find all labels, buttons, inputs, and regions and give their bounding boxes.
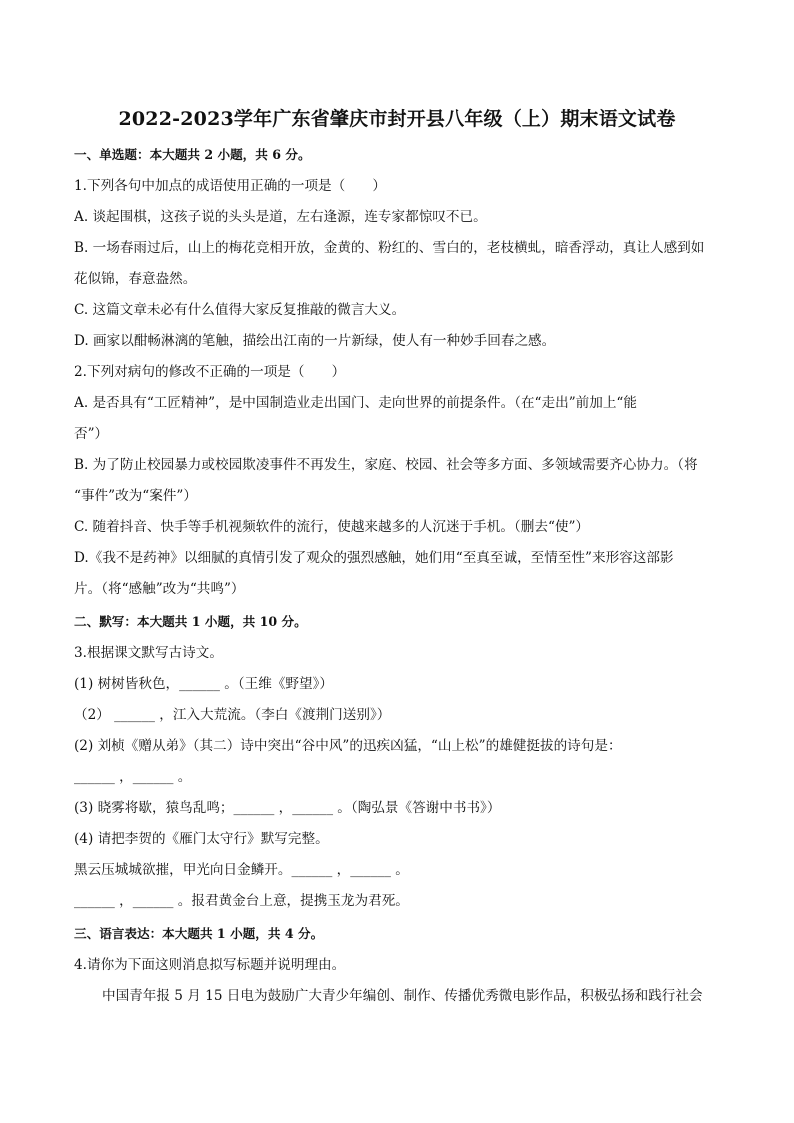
question-4-stem: 4.请你为下面这则消息拟写标题并说明理由。 bbox=[74, 957, 346, 973]
section-heading-language-expression: 三、语言表达：本大题共 1 小题，共 4 分。 bbox=[74, 926, 324, 941]
question-3-item-5: (4) 请把李贺的《雁门太守行》默写完整。 bbox=[74, 831, 329, 847]
question-1-option-c: C. 这篇文章未必有什么值得大家反复推敲的微言大义。 bbox=[74, 302, 406, 318]
question-2-stem: 2.下列对病句的修改不正确的一项是（ ） bbox=[74, 364, 346, 380]
question-2-option-a: A. 是否具有“工匠精神”，是中国制造业走出国门、走向世界的前提条件。（在“走出”前加上“能 bbox=[74, 395, 637, 411]
question-3-item-4: (3) 晓雾将歇，猿鸟乱鸣；______ ，______ 。（陶弘景《答谢中书书》） bbox=[74, 800, 501, 816]
question-1-stem: 1.下列各句中加点的成语使用正确的一项是（ ） bbox=[74, 178, 387, 194]
section-heading-dictation: 二、默写：本大题共 1 小题，共 10 分。 bbox=[74, 614, 307, 629]
question-3-item-5-line-1: 黑云压城城欲摧，甲光向日金鳞开。______ ，______ 。 bbox=[74, 862, 409, 878]
exam-title: 2022-2023学年广东省肇庆市封开县八年级（上）期末语文试卷 bbox=[118, 108, 676, 130]
question-4-passage: 中国青年报 5 月 15 日电为鼓励广大青少年编创、制作、传播优秀微电影作品，积极弘扬和践行社会 bbox=[102, 988, 703, 1004]
question-3-item-3-blanks: ______ ，______ 。 bbox=[74, 769, 192, 785]
question-3-stem: 3.根据课文默写古诗文。 bbox=[74, 645, 223, 661]
question-1-option-d: D. 画家以酣畅淋漓的笔触，描绘出江南的一片新绿，使人有一种妙手回春之感。 bbox=[74, 333, 556, 349]
question-2-option-c: C. 随着抖音、快手等手机视频软件的流行，使越来越多的人沉迷于手机。（删去“使”） bbox=[74, 519, 590, 535]
question-1-option-b-continued: 花似锦，春意盎然。 bbox=[74, 271, 197, 287]
question-2-option-d: D.《我不是药神》以细腻的真情引发了观众的强烈感触，她们用“至真至诚，至情至性”来形容这部影 bbox=[74, 550, 674, 566]
question-2-option-d-continued: 片。（将“感触”改为“共鸣”） bbox=[74, 581, 245, 597]
section-heading-single-choice: 一、单选题：本大题共 2 小题，共 6 分。 bbox=[74, 147, 311, 162]
question-2-option-b-continued: “事件”改为“案件”） bbox=[74, 488, 197, 504]
question-1-option-b: B. 一场春雨过后，山上的梅花竞相开放，金黄的、粉红的、雪白的，老枝横虬，暗香浮动，真让人感到如 bbox=[74, 240, 705, 256]
question-2-option-a-continued: 否”） bbox=[74, 426, 109, 442]
question-3-item-2: （2） ______ ，江入大荒流。（李白《渡荆门送别》） bbox=[74, 707, 391, 723]
question-1-option-a: A. 谈起围棋，这孩子说的头头是道，左右逢源，连专家都惊叹不已。 bbox=[74, 209, 487, 225]
question-3-item-5-line-2: ______ ，______ 。报君黄金台上意，提携玉龙为君死。 bbox=[74, 893, 409, 909]
question-3-item-1: (1) 树树皆秋色，______ 。（王维《野望》） bbox=[74, 676, 333, 692]
question-3-item-3: (2) 刘桢《赠从弟》（其二）诗中突出“谷中风”的迅疾凶猛，“山上松”的雄健挺拔的诗句是： bbox=[74, 738, 622, 754]
question-2-option-b: B. 为了防止校园暴力或校园欺凌事件不再发生，家庭、校园、社会等多方面、多领域需要齐心协力。（将 bbox=[74, 457, 698, 473]
